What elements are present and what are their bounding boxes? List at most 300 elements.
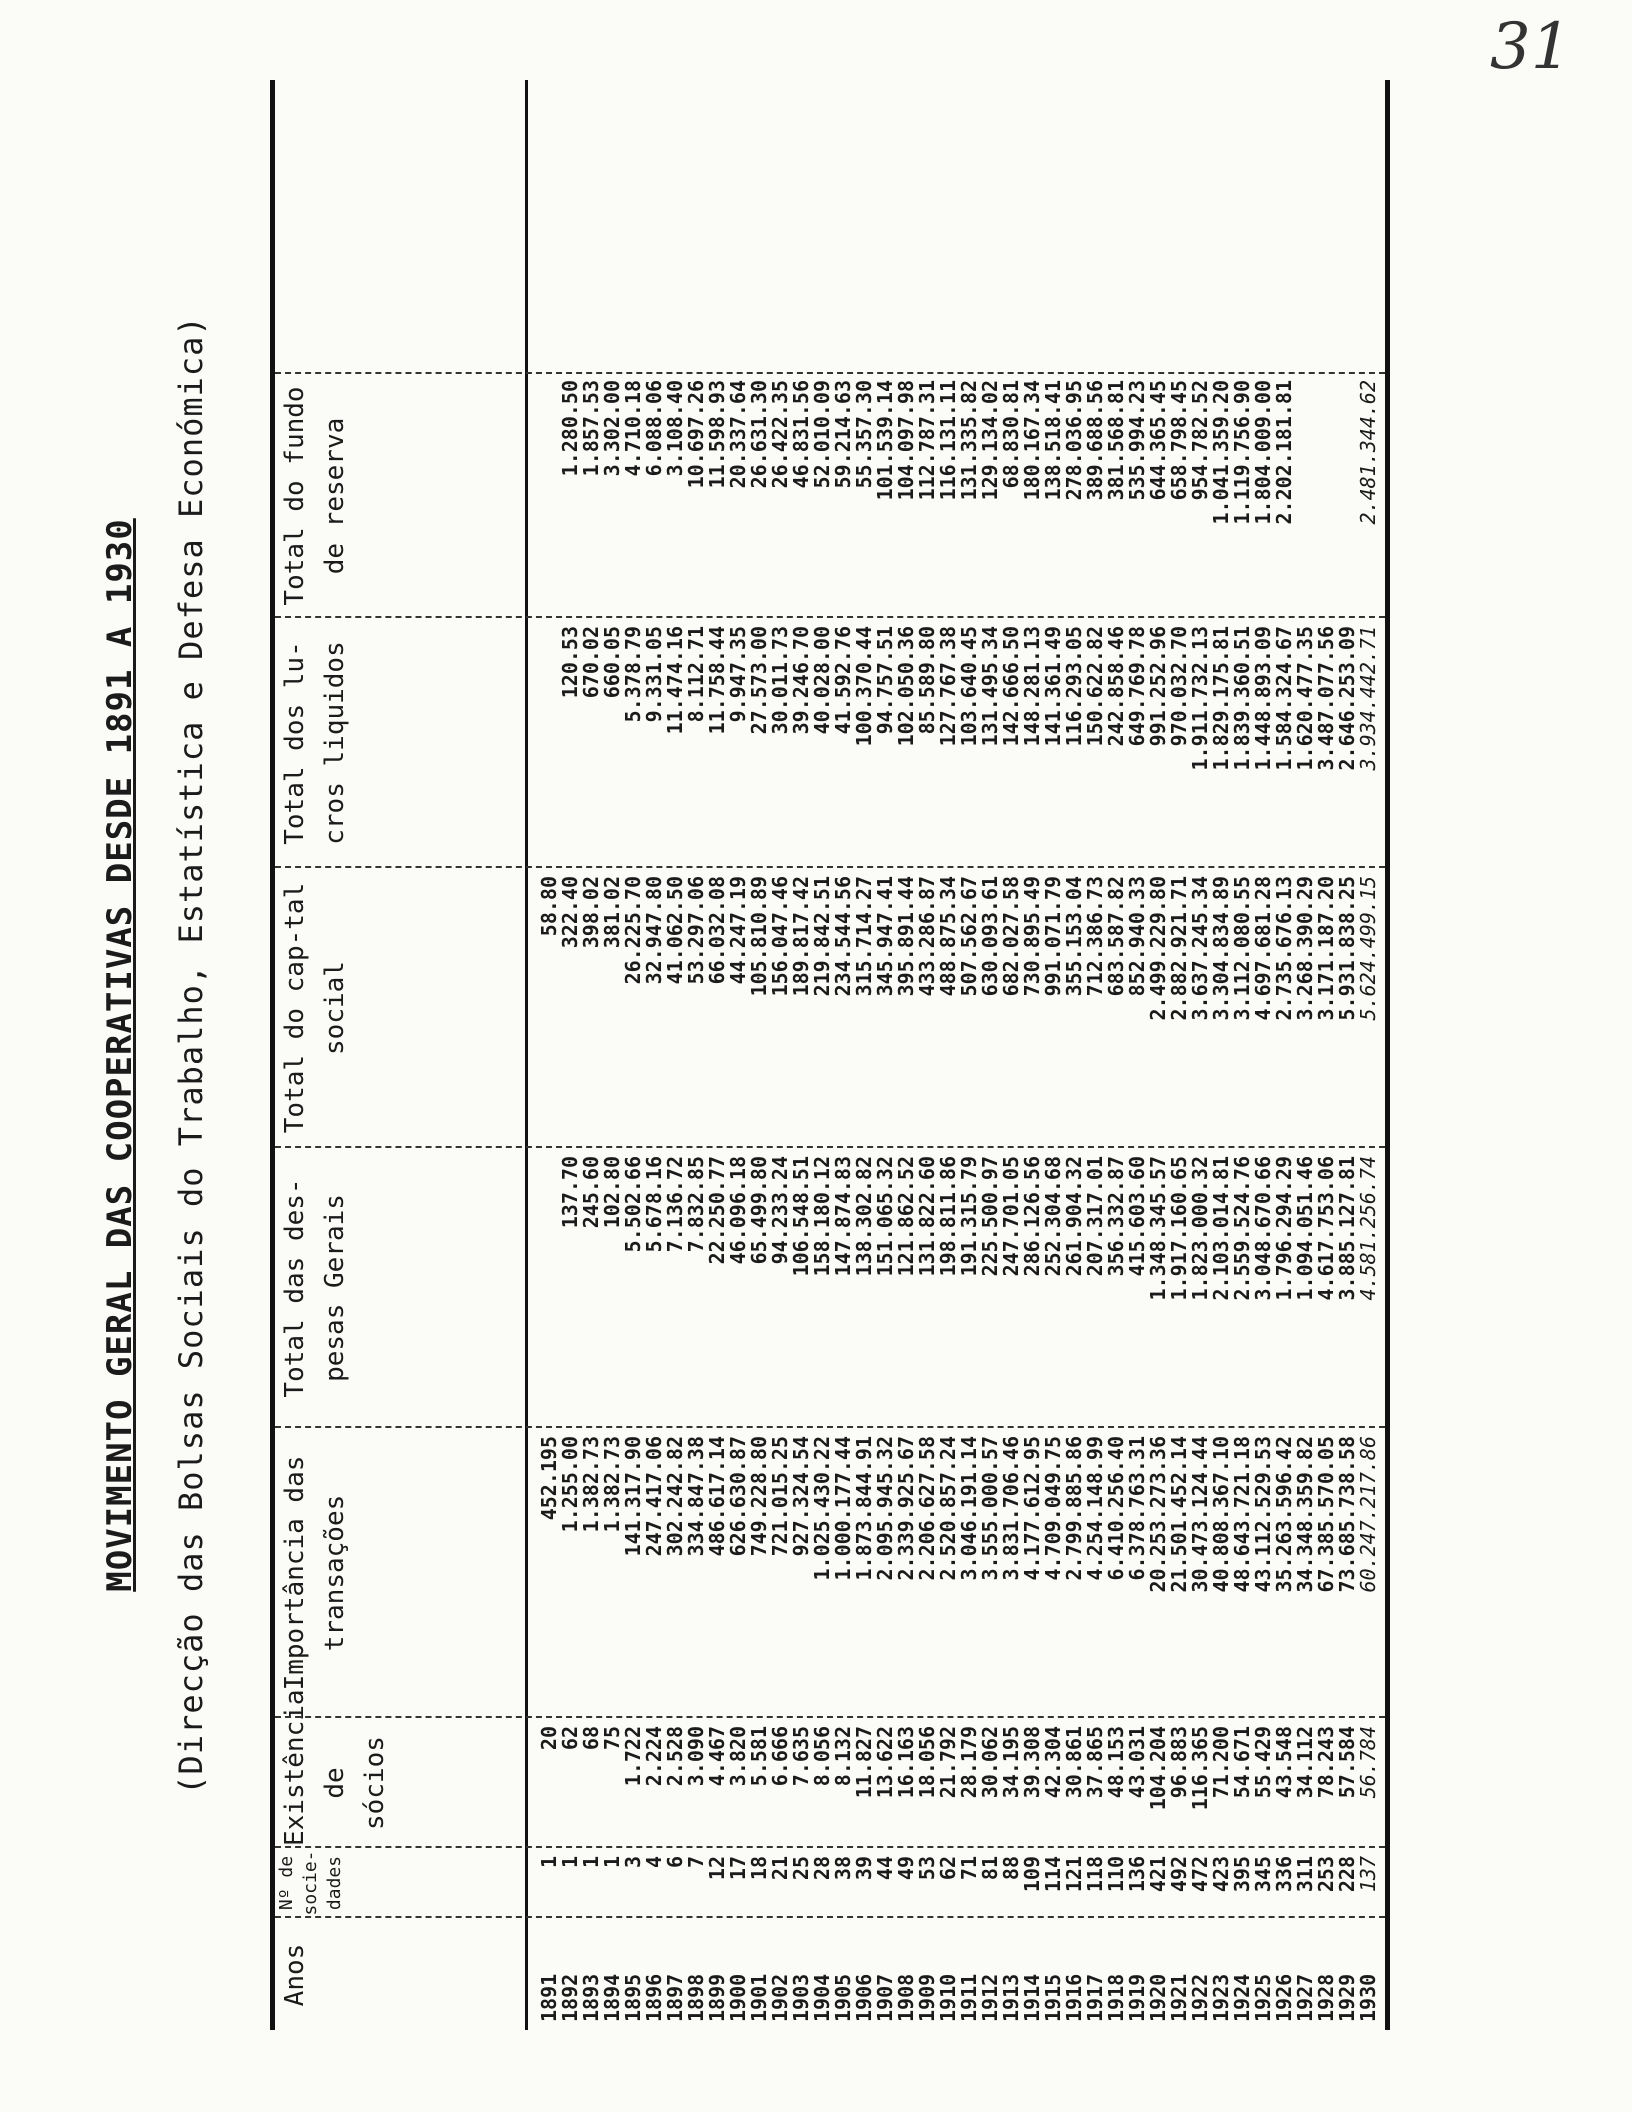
cell-despesas: 1.823.000.32 (1188, 1156, 1212, 1301)
cell-despesas: 46.096.18 (726, 1156, 750, 1265)
cell-lucros: 1.911.732.13 (1188, 626, 1212, 771)
cell-sociedades: 114 (1041, 1856, 1065, 1893)
cell-despesas: 147.874.83 (831, 1156, 855, 1277)
header-socios: Existência de sócios (280, 1689, 390, 1846)
cell-reserva: 131.335.82 (957, 380, 981, 501)
cell-transacoes: 486.617.14 (705, 1436, 729, 1557)
cell-ano: 1895 (621, 1973, 645, 2022)
cell-transacoes: 302.242.82 (663, 1436, 687, 1557)
cell-sociedades: 1 (558, 1856, 582, 1869)
cell-sociedades: 4 (642, 1856, 666, 1869)
cell-reserva: 180.167.34 (1020, 380, 1044, 501)
cell-sociedades: 17 (726, 1856, 750, 1881)
cell-socios: 8.132 (831, 1726, 855, 1787)
cell-ano: 1920 (1146, 1973, 1170, 2022)
cell-lucros: 100.370.44 (852, 626, 876, 747)
cell-ano: 1922 (1188, 1973, 1212, 2022)
cell-lucros: 27.573.00 (747, 626, 771, 735)
cell-sociedades: 136 (1125, 1856, 1149, 1893)
cell-lucros: 102.050.36 (894, 626, 918, 747)
cell-capital: 3.171.187.20 (1314, 876, 1338, 1021)
cell-capital: 2.882.921.71 (1167, 876, 1191, 1021)
cell-reserva: 644.365.45 (1146, 380, 1170, 501)
cell-socios: 3.090 (684, 1726, 708, 1787)
column-divider (275, 616, 1385, 618)
cell-despesas: 245.60 (579, 1156, 603, 1229)
cell-transacoes: 927.324.54 (789, 1436, 813, 1557)
cell-lucros (539, 626, 560, 866)
cell-socios: 20 (537, 1726, 561, 1751)
header-sociedades: Nº de socie-dades (276, 1850, 345, 1916)
cell-despesas: 225.500.97 (978, 1156, 1002, 1277)
cell-reserva: 26.631.30 (747, 380, 771, 489)
cell-transacoes: 1.382.73 (600, 1436, 624, 1533)
cell-sociedades: 71 (957, 1856, 981, 1881)
cell-transacoes: 4.709.049.75 (1041, 1436, 1065, 1581)
cell-sociedades: 38 (831, 1856, 855, 1881)
cell-reserva: 1.041.359.20 (1209, 380, 1233, 525)
cell-despesas: 252.304.68 (1041, 1156, 1065, 1277)
cell-reserva: 389.688.56 (1083, 380, 1107, 501)
cell-sociedades: 311 (1293, 1856, 1317, 1893)
cell-sociedades: 81 (978, 1856, 1002, 1881)
cell-transacoes: 141.317.90 (621, 1436, 645, 1557)
cell-ano: 1904 (810, 1973, 834, 2022)
cell-reserva: 6.088.06 (642, 380, 666, 477)
cell-socios: 56.784 (1356, 1726, 1380, 1799)
cell-ano: 1925 (1251, 1973, 1275, 2022)
cell-capital: 683.587.82 (1104, 876, 1128, 997)
cell-socios: 4.467 (705, 1726, 729, 1787)
cell-socios: 8.056 (810, 1726, 834, 1787)
cell-reserva (1337, 380, 1358, 616)
cell-socios: 1.722 (621, 1726, 645, 1787)
column-despesas (539, 1156, 1379, 1426)
cell-sociedades: 137 (1356, 1856, 1380, 1893)
cell-lucros: 148.281.13 (1020, 626, 1044, 747)
cell-lucros: 9.331.05 (642, 626, 666, 723)
cell-socios: 5.581 (747, 1726, 771, 1787)
cell-transacoes: 40.808.367.10 (1209, 1436, 1233, 1593)
header-lucros: Total dos lu-cros liquidos (280, 641, 350, 845)
cell-capital: 507.562.67 (957, 876, 981, 997)
cell-lucros: 660.05 (600, 626, 624, 699)
cell-ano: 1893 (579, 1973, 603, 2022)
cell-capital: 398.02 (579, 876, 603, 949)
cell-reserva: 11.598.93 (705, 380, 729, 489)
cell-ano: 1900 (726, 1973, 750, 2022)
cell-socios: 34.112 (1293, 1726, 1317, 1799)
cell-lucros: 9.947.35 (726, 626, 750, 723)
document-subtitle: (Direcção das Bolsas Sociais do Trabalho, Estatística e Defesa Económica) (172, 315, 210, 1795)
cell-ano: 1902 (768, 1973, 792, 2022)
cell-reserva: 3.302.00 (600, 380, 624, 477)
cell-reserva: 1.280.50 (558, 380, 582, 477)
cell-reserva: 1.857.53 (579, 380, 603, 477)
cell-ano: 1915 (1041, 1973, 1065, 2022)
cell-despesas: 1.094.051.46 (1293, 1156, 1317, 1301)
cell-despesas: 4.617.753.06 (1314, 1156, 1338, 1301)
cell-lucros: 649.769.78 (1125, 626, 1149, 747)
cell-ano: 1916 (1062, 1973, 1086, 2022)
cell-capital: 730.895.49 (1020, 876, 1044, 997)
cell-despesas: 102.80 (600, 1156, 624, 1229)
cell-socios: 68 (579, 1726, 603, 1751)
cell-sociedades: 118 (1083, 1856, 1107, 1893)
cell-ano: 1910 (936, 1973, 960, 2022)
cell-despesas: 7.136.72 (663, 1156, 687, 1253)
cell-sociedades: 44 (873, 1856, 897, 1881)
cell-ano: 1921 (1167, 1973, 1191, 2022)
cell-capital: 234.544.56 (831, 876, 855, 997)
cell-sociedades: 1 (600, 1856, 624, 1869)
cell-ano: 1908 (894, 1973, 918, 2022)
cell-ano: 1927 (1293, 1973, 1317, 2022)
cell-lucros: 3.487.077.56 (1314, 626, 1338, 771)
cell-sociedades: 3 (621, 1856, 645, 1869)
column-sociedades (539, 1856, 1379, 1916)
cell-capital: 5.931.838.25 (1335, 876, 1359, 1021)
cell-sociedades: 1 (579, 1856, 603, 1869)
cell-reserva: 116.131.11 (936, 380, 960, 501)
cell-despesas: 131.822.60 (915, 1156, 939, 1277)
cell-transacoes: 247.417.06 (642, 1436, 666, 1557)
cell-transacoes: 2.339.925.67 (894, 1436, 918, 1581)
rotated-sheet (100, 80, 1380, 2030)
cell-socios: 6.666 (768, 1726, 792, 1787)
cell-socios: 2.528 (663, 1726, 687, 1787)
cell-ano: 1909 (915, 1973, 939, 2022)
cell-socios: 30.062 (978, 1726, 1002, 1799)
cell-sociedades: 18 (747, 1856, 771, 1881)
cell-lucros: 1.829.175.81 (1209, 626, 1233, 771)
cell-capital: 3.268.390.29 (1293, 876, 1317, 1021)
cell-despesas: 65.499.80 (747, 1156, 771, 1265)
cell-socios: 78.243 (1314, 1726, 1338, 1799)
cell-reserva: 278.036.95 (1062, 380, 1086, 501)
column-lucros (539, 626, 1379, 866)
cell-sociedades: 110 (1104, 1856, 1128, 1893)
cell-ano: 1896 (642, 1973, 666, 2022)
cell-lucros: 8.112.71 (684, 626, 708, 723)
cell-lucros: 142.666.50 (999, 626, 1023, 747)
cell-reserva: 535.994.23 (1125, 380, 1149, 501)
cell-reserva (1295, 380, 1316, 616)
cell-socios: 11.827 (852, 1726, 876, 1799)
column-reserva (539, 380, 1379, 616)
cell-reserva (539, 380, 560, 616)
cell-transacoes: 626.630.87 (726, 1436, 750, 1557)
cell-reserva: 138.518.41 (1041, 380, 1065, 501)
cell-transacoes: 2.520.857.24 (936, 1436, 960, 1581)
cell-capital: 66.032.08 (705, 876, 729, 985)
cell-socios: 13.622 (873, 1726, 897, 1799)
column-capital (539, 876, 1379, 1146)
cell-transacoes: 721.015.25 (768, 1436, 792, 1557)
cell-despesas: 137.70 (558, 1156, 582, 1229)
cell-transacoes: 1.873.844.91 (852, 1436, 876, 1581)
cell-sociedades: 88 (999, 1856, 1023, 1881)
cell-despesas: 5.502.66 (621, 1156, 645, 1253)
cell-reserva: 381.568.81 (1104, 380, 1128, 501)
cell-lucros: 11.474.16 (663, 626, 687, 735)
cell-lucros: 85.589.80 (915, 626, 939, 735)
cell-capital: 852.940.33 (1125, 876, 1149, 997)
cell-reserva: 954.782.52 (1188, 380, 1212, 501)
cell-lucros: 150.622.82 (1083, 626, 1107, 747)
cell-sociedades: 7 (684, 1856, 708, 1869)
cell-sociedades: 336 (1272, 1856, 1296, 1893)
cell-despesas: 415.603.60 (1125, 1156, 1149, 1277)
cell-reserva: 2.481.344.62 (1356, 380, 1380, 525)
cell-reserva: 55.357.30 (852, 380, 876, 489)
column-divider (275, 1716, 1385, 1718)
cell-socios: 104.204 (1146, 1726, 1170, 1811)
cell-lucros: 30.011.73 (768, 626, 792, 735)
cell-ano: 1901 (747, 1973, 771, 2022)
cell-despesas: 3.048.670.66 (1251, 1156, 1275, 1301)
cell-despesas: 1.917.160.65 (1167, 1156, 1191, 1301)
cell-lucros: 970.032.70 (1167, 626, 1191, 747)
cell-transacoes: 2.799.885.86 (1062, 1436, 1086, 1581)
cell-sociedades: 253 (1314, 1856, 1338, 1893)
cell-despesas: 3.885.127.81 (1335, 1156, 1359, 1301)
column-divider (275, 1916, 1385, 1918)
cell-transacoes: 67.385.570.05 (1314, 1436, 1338, 1593)
cell-lucros: 39.246.70 (789, 626, 813, 735)
cell-capital: 4.697.681.28 (1251, 876, 1275, 1021)
cell-sociedades: 421 (1146, 1856, 1170, 1893)
cell-transacoes: 6.378.763.31 (1125, 1436, 1149, 1581)
column-divider (275, 1146, 1385, 1148)
cell-despesas: 22.250.77 (705, 1156, 729, 1265)
cell-socios: 2.224 (642, 1726, 666, 1787)
cell-capital: 712.386.73 (1083, 876, 1107, 997)
cell-socios: 7.635 (789, 1726, 813, 1787)
cell-capital: 26.225.70 (621, 876, 645, 985)
cell-ano: 1919 (1125, 1973, 1149, 2022)
cell-sociedades: 1 (537, 1856, 561, 1869)
cell-capital: 322.40 (558, 876, 582, 949)
cell-sociedades: 228 (1335, 1856, 1359, 1893)
cell-ano: 1898 (684, 1973, 708, 2022)
cell-lucros: 1.584.324.67 (1272, 626, 1296, 771)
cell-socios: 57.584 (1335, 1726, 1359, 1799)
cell-capital: 219.842.51 (810, 876, 834, 997)
header-reserva: Total do fundo de reserva (280, 386, 350, 606)
cell-capital: 355.153.04 (1062, 876, 1086, 997)
cell-ano: 1891 (537, 1973, 561, 2022)
cell-ano: 1899 (705, 1973, 729, 2022)
cell-reserva: 1.804.009.00 (1251, 380, 1275, 525)
cell-capital: 5.624.499.15 (1356, 876, 1380, 1021)
cell-ano: 1912 (978, 1973, 1002, 2022)
column-divider (275, 1846, 1385, 1848)
cell-socios: 30.861 (1062, 1726, 1086, 1799)
cell-ano: 1928 (1314, 1973, 1338, 2022)
cell-despesas: 191.315.79 (957, 1156, 981, 1277)
cell-despesas: 106.548.51 (789, 1156, 813, 1277)
cell-sociedades: 492 (1167, 1856, 1191, 1893)
cell-despesas: 151.065.32 (873, 1156, 897, 1277)
cell-ano: 1905 (831, 1973, 855, 2022)
cell-socios: 34.195 (999, 1726, 1023, 1799)
cell-ano: 1894 (600, 1973, 624, 2022)
cell-transacoes: 2.206.627.58 (915, 1436, 939, 1581)
column-transacoes (539, 1436, 1379, 1716)
cell-sociedades: 395 (1230, 1856, 1254, 1893)
cell-ano: 1903 (789, 1973, 813, 2022)
cell-capital: 156.047.46 (768, 876, 792, 997)
cell-ano: 1926 (1272, 1973, 1296, 2022)
cell-despesas: 121.862.52 (894, 1156, 918, 1277)
cell-despesas: 2.559.524.76 (1230, 1156, 1254, 1301)
cell-reserva: 129.134.02 (978, 380, 1002, 501)
cell-transacoes: 4.254.148.99 (1083, 1436, 1107, 1581)
cell-lucros: 131.495.34 (978, 626, 1002, 747)
cell-transacoes: 4.177.612.95 (1020, 1436, 1044, 1581)
cell-despesas: 207.317.01 (1083, 1156, 1107, 1277)
column-anos (539, 1922, 1379, 2022)
cell-ano: 1911 (957, 1973, 981, 2022)
cell-despesas: 247.701.05 (999, 1156, 1023, 1277)
cell-reserva: 101.539.14 (873, 380, 897, 501)
cell-capital: 58.80 (537, 876, 561, 937)
cell-transacoes: 34.348.359.82 (1293, 1436, 1317, 1593)
cell-ano: 1914 (1020, 1973, 1044, 2022)
cell-despesas: 286.126.56 (1020, 1156, 1044, 1277)
column-socios (539, 1726, 1379, 1846)
cell-reserva: 4.710.18 (621, 380, 645, 477)
cell-ano: 1917 (1083, 1973, 1107, 2022)
cell-lucros: 116.293.05 (1062, 626, 1086, 747)
cell-transacoes: 21.501.452.14 (1167, 1436, 1191, 1593)
cell-transacoes: 20.253.273.36 (1146, 1436, 1170, 1593)
cell-transacoes: 1.025.430.22 (810, 1436, 834, 1581)
header-despesas: Total das des-pesas Gerais (280, 1178, 350, 1398)
cooperatives-table (270, 80, 1390, 2030)
cell-sociedades: 21 (768, 1856, 792, 1881)
cell-socios: 54.671 (1230, 1726, 1254, 1799)
cell-transacoes: 1.382.73 (579, 1436, 603, 1533)
cell-transacoes: 2.095.945.32 (873, 1436, 897, 1581)
cell-despesas: 261.904.32 (1062, 1156, 1086, 1277)
cell-reserva: 10.697.26 (684, 380, 708, 489)
cell-despesas: 138.302.82 (852, 1156, 876, 1277)
cell-sociedades: 121 (1062, 1856, 1086, 1893)
cell-despesas: 356.332.87 (1104, 1156, 1128, 1277)
cell-transacoes: 6.410.256.40 (1104, 1436, 1128, 1581)
cell-lucros: 3.934.442.71 (1356, 626, 1380, 771)
cell-socios: 75 (600, 1726, 624, 1751)
cell-capital: 2.499.229.80 (1146, 876, 1170, 1021)
column-divider (275, 1426, 1385, 1428)
cell-sociedades: 25 (789, 1856, 813, 1881)
cell-reserva: 26.422.35 (768, 380, 792, 489)
cell-transacoes: 452.195 (537, 1436, 561, 1521)
cell-lucros: 103.640.45 (957, 626, 981, 747)
cell-transacoes: 3.831.706.46 (999, 1436, 1023, 1581)
cell-transacoes: 3.046.191.14 (957, 1436, 981, 1581)
cell-sociedades: 62 (936, 1856, 960, 1881)
cell-lucros: 120.53 (558, 626, 582, 699)
cell-socios: 71.200 (1209, 1726, 1233, 1799)
cell-lucros: 670.02 (579, 626, 603, 699)
cell-reserva: 104.097.98 (894, 380, 918, 501)
cell-transacoes: 35.263.596.42 (1272, 1436, 1296, 1593)
cell-socios: 16.163 (894, 1726, 918, 1799)
header-transacoes: Importância das transações (280, 1455, 350, 1691)
cell-socios: 116.365 (1188, 1726, 1212, 1811)
cell-lucros: 1.620.477.35 (1293, 626, 1317, 771)
cell-lucros: 1.448.893.09 (1251, 626, 1275, 771)
cell-lucros: 991.252.96 (1146, 626, 1170, 747)
cell-transacoes: 48.643.721.18 (1230, 1436, 1254, 1593)
cell-transacoes: 43.112.529.53 (1251, 1436, 1275, 1593)
cell-sociedades: 345 (1251, 1856, 1275, 1893)
cell-socios: 96.883 (1167, 1726, 1191, 1799)
cell-sociedades: 109 (1020, 1856, 1044, 1893)
cell-sociedades: 53 (915, 1856, 939, 1881)
cell-reserva: 52.010.09 (810, 380, 834, 489)
cell-capital: 53.297.06 (684, 876, 708, 985)
column-divider (275, 866, 1385, 868)
cell-capital: 41.062.50 (663, 876, 687, 985)
cell-ano: 1897 (663, 1973, 687, 2022)
cell-ano: 1923 (1209, 1973, 1233, 2022)
cell-socios: 39.308 (1020, 1726, 1044, 1799)
cell-ano: 1930 (1356, 1973, 1380, 2022)
cell-despesas: 2.103.014.81 (1209, 1156, 1233, 1301)
cell-lucros: 2.646.253.09 (1335, 626, 1359, 771)
cell-transacoes: 3.555.000.57 (978, 1436, 1002, 1581)
cell-reserva: 3.108.40 (663, 380, 687, 477)
cell-ano: 1907 (873, 1973, 897, 2022)
cell-socios: 28.179 (957, 1726, 981, 1799)
handwritten-page-number: 31 (1490, 10, 1572, 84)
cell-capital: 2.735.676.13 (1272, 876, 1296, 1021)
cell-capital: 3.112.080.55 (1230, 876, 1254, 1021)
cell-socios: 62 (558, 1726, 582, 1751)
cell-capital: 395.891.44 (894, 876, 918, 997)
cell-capital: 315.714.27 (852, 876, 876, 997)
cell-despesas: 198.811.86 (936, 1156, 960, 1277)
cell-lucros: 40.028.00 (810, 626, 834, 735)
cell-transacoes: 30.473.124.44 (1188, 1436, 1212, 1593)
cell-lucros: 11.758.44 (705, 626, 729, 735)
cell-sociedades: 12 (705, 1856, 729, 1881)
cell-capital: 381.02 (600, 876, 624, 949)
cell-lucros: 127.767.38 (936, 626, 960, 747)
cell-sociedades: 28 (810, 1856, 834, 1881)
cell-reserva: 2.202.181.81 (1272, 380, 1296, 525)
cell-despesas: 4.581.256.74 (1356, 1156, 1380, 1301)
cell-transacoes: 1.000.177.44 (831, 1436, 855, 1581)
cell-despesas: 5.678.16 (642, 1156, 666, 1253)
cell-capital: 991.071.79 (1041, 876, 1065, 997)
cell-capital: 433.286.87 (915, 876, 939, 997)
cell-despesas: 1.348.345.57 (1146, 1156, 1170, 1301)
cell-socios: 42.304 (1041, 1726, 1065, 1799)
cell-reserva: 20.337.64 (726, 380, 750, 489)
cell-sociedades: 472 (1188, 1856, 1212, 1893)
cell-socios: 43.031 (1125, 1726, 1149, 1799)
cell-capital: 630.093.61 (978, 876, 1002, 997)
cell-despesas: 7.832.85 (684, 1156, 708, 1253)
cell-transacoes: 73.685.738.58 (1335, 1436, 1359, 1593)
cell-reserva: 112.787.31 (915, 380, 939, 501)
cell-transacoes: 749.228.80 (747, 1436, 771, 1557)
